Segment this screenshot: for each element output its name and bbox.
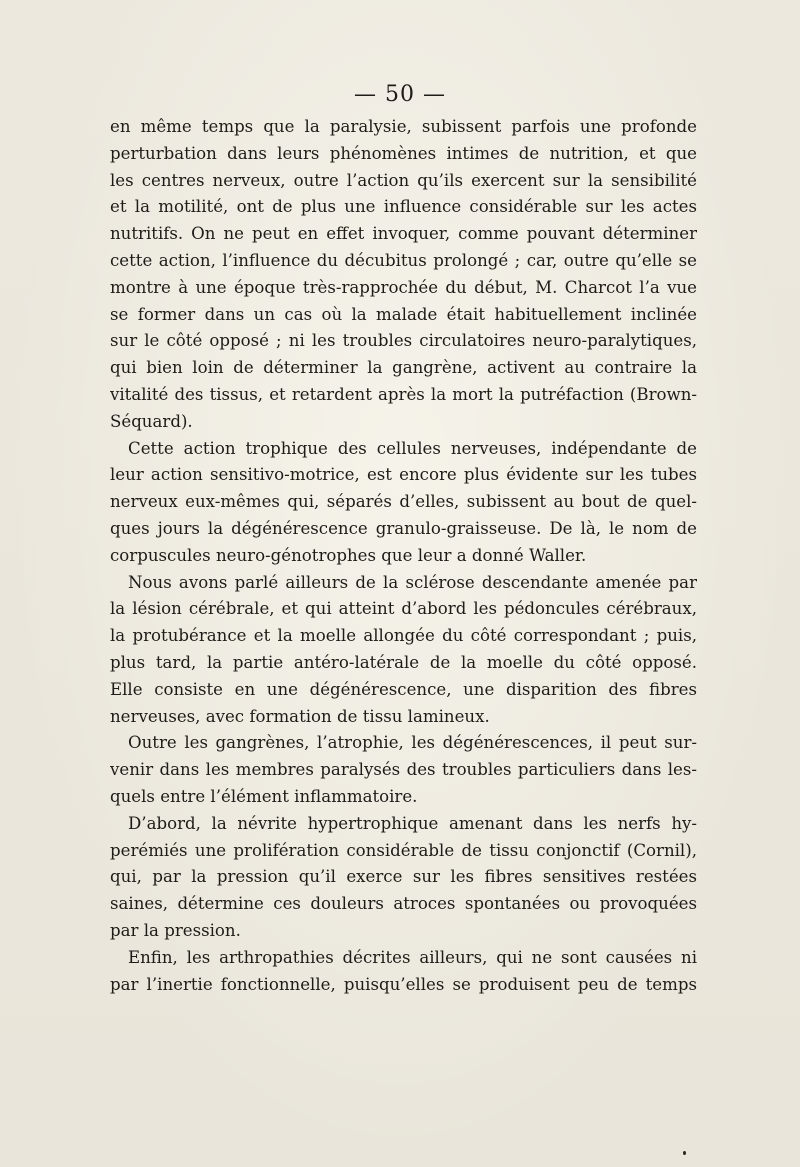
text-line: Séquard). [110, 411, 193, 431]
text-line: par la pression. [110, 920, 241, 940]
text-line: saines, détermine ces douleurs atroces spontanées ou provoquées [110, 894, 697, 914]
text-line: venir dans les membres paralysés des troubles particuliers dans les- [110, 760, 697, 780]
text-line: nutritifs. On ne peut en effet invoquer, comme pouvant déterminer [110, 224, 697, 244]
text-line: sur le côté opposé ; ni les troubles circulatoires neuro-paralytiques, [110, 331, 697, 351]
body-text [110, 114, 697, 998]
text-line: Enfin, les arthropathies décrites ailleurs, qui ne sont causées ni [128, 947, 697, 967]
text-line: perémiés une prolifération considérable de tissu conjonctif (Cornil), [110, 840, 697, 860]
text-line: Outre les gangrènes, l’atrophie, les dégénérescences, il peut sur- [128, 733, 697, 753]
text-line: qui, par la pression qu’il exerce sur les fibres sensitives restées [110, 867, 697, 887]
text-line: par l’inertie fonctionnelle, puisqu’elles se produisent peu de temps [110, 974, 697, 994]
text-line: les centres nerveux, outre l’action qu’ils exercent sur la sensibilité [110, 170, 697, 190]
text-line: en même temps que la paralysie, subissent parfois une profonde [110, 117, 697, 136]
page-number-header: — 50 — [354, 82, 446, 107]
text-line: et la motilité, ont de plus une influence considérable sur les actes [110, 197, 697, 217]
text-line: Cette action trophique des cellules nerveuses, indépendante de [128, 438, 697, 458]
text-line: perturbation dans leurs phénomènes intimes de nutrition, et que [110, 143, 697, 163]
text-line: se former dans un cas où la malade était habituellement inclinée [110, 304, 697, 324]
text-line: Nous avons parlé ailleurs de la sclérose descendante amenée par [128, 572, 697, 592]
text-line: cette action, l’influence du décubitus prolongé ; car, outre qu’elle se [110, 250, 697, 270]
text-line: la lésion cérébrale, et qui atteint d’abord les pédoncules cérébraux, [110, 599, 697, 619]
text-line: qui bien loin de déterminer la gangrène, activent au contraire la [110, 358, 697, 378]
text-line: plus tard, la partie antéro-latérale de la moelle du côté opposé. [110, 652, 697, 672]
text-line: D’abord, la névrite hypertrophique amenant dans les nerfs hy- [128, 813, 697, 833]
text-line: la protubérance et la moelle allongée du côté correspondant ; puis, [110, 626, 697, 646]
ink-speck [683, 1151, 686, 1155]
text-line: montre à une époque très-rapprochée du début, M. Charcot l’a vue [110, 277, 697, 297]
text-line: corpuscules neuro-génotrophes que leur a donné Waller. [110, 545, 587, 565]
text-line: quels entre l’élément inflammatoire. [110, 786, 418, 806]
text-line: vitalité des tissus, et retardent après la mort la putréfaction (Brown- [110, 384, 697, 404]
text-line: Elle consiste en une dégénérescence, une disparition des fibres [110, 679, 697, 699]
text-line: nerveux eux-mêmes qui, séparés d’elles, subissent au bout de quel- [110, 492, 697, 512]
text-line: leur action sensitivo-motrice, est encore plus évidente sur les tubes [110, 465, 697, 485]
text-line: nerveuses, avec formation de tissu lamineux. [110, 706, 490, 726]
text-line: ques jours la dégénérescence granulo-graisseuse. De là, le nom de [110, 518, 697, 538]
